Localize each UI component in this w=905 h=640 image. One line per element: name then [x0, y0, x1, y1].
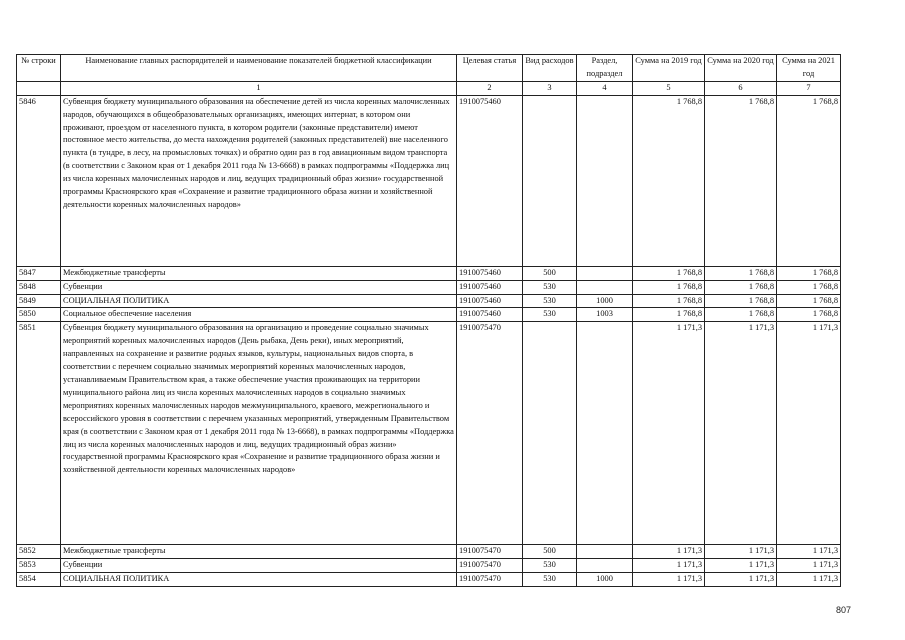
cell-name: Межбюджетные трансферты	[61, 266, 457, 280]
cell-name: Субвенции	[61, 280, 457, 294]
cell-no: 5849	[17, 294, 61, 308]
cell-expense: 530	[523, 308, 577, 322]
column-number: 6	[705, 81, 777, 95]
cell-s2020: 1 171,3	[705, 322, 777, 545]
cell-no: 5852	[17, 545, 61, 559]
table-row	[17, 322, 841, 545]
cell-name: Межбюджетные трансферты	[61, 545, 457, 559]
cell-section	[577, 95, 633, 266]
cell-section	[577, 322, 633, 545]
cell-name: СОЦИАЛЬНАЯ ПОЛИТИКА	[61, 294, 457, 308]
column-number: 3	[523, 81, 577, 95]
cell-name: Субвенции	[61, 559, 457, 573]
cell-section	[577, 559, 633, 573]
cell-target: 1910075470	[457, 322, 523, 545]
cell-s2020: 1 171,3	[705, 545, 777, 559]
header-name: Наименование главных распорядителей и наименование показателей бюджетной классификации	[61, 55, 457, 82]
cell-name: Социальное обеспечение населения	[61, 308, 457, 322]
cell-s2021: 1 768,8	[777, 308, 841, 322]
cell-target: 1910075460	[457, 280, 523, 294]
cell-expense	[523, 95, 577, 266]
page-number: 807	[836, 605, 852, 615]
column-number: 7	[777, 81, 841, 95]
cell-target: 1910075460	[457, 266, 523, 280]
header-expense-type: Вид расходов	[523, 55, 577, 82]
cell-section: 1000	[577, 294, 633, 308]
cell-no: 5853	[17, 559, 61, 573]
header-sum-2020: Сумма на 2020 год	[705, 55, 777, 82]
cell-s2020: 1 171,3	[705, 559, 777, 573]
cell-target: 1910075460	[457, 95, 523, 266]
cell-s2021: 1 768,8	[777, 95, 841, 266]
cell-no: 5847	[17, 266, 61, 280]
header-row	[17, 55, 841, 82]
cell-s2019: 1 171,3	[633, 322, 705, 545]
cell-target: 1910075460	[457, 294, 523, 308]
cell-expense: 500	[523, 545, 577, 559]
cell-expense: 530	[523, 573, 577, 587]
cell-s2021: 1 768,8	[777, 294, 841, 308]
cell-name: СОЦИАЛЬНАЯ ПОЛИТИКА	[61, 573, 457, 587]
cell-s2019: 1 768,8	[633, 308, 705, 322]
cell-section: 1003	[577, 308, 633, 322]
column-number-row	[17, 81, 841, 95]
cell-expense: 530	[523, 280, 577, 294]
cell-no: 5854	[17, 573, 61, 587]
cell-no: 5851	[17, 322, 61, 545]
cell-s2020: 1 768,8	[705, 266, 777, 280]
cell-s2021: 1 768,8	[777, 266, 841, 280]
cell-expense: 530	[523, 559, 577, 573]
table-row	[17, 573, 841, 587]
cell-section	[577, 545, 633, 559]
header-target: Целевая статья	[457, 55, 523, 82]
cell-expense: 530	[523, 294, 577, 308]
cell-s2019: 1 768,8	[633, 266, 705, 280]
cell-s2021: 1 768,8	[777, 280, 841, 294]
table-row	[17, 294, 841, 308]
table-row	[17, 559, 841, 573]
cell-s2020: 1 768,8	[705, 308, 777, 322]
budget-table	[16, 54, 841, 587]
cell-s2021: 1 171,3	[777, 545, 841, 559]
cell-target: 1910075470	[457, 545, 523, 559]
cell-s2019: 1 171,3	[633, 559, 705, 573]
table-row	[17, 308, 841, 322]
cell-target: 1910075470	[457, 573, 523, 587]
cell-section	[577, 280, 633, 294]
cell-target: 1910075470	[457, 559, 523, 573]
cell-section: 1000	[577, 573, 633, 587]
cell-s2019: 1 171,3	[633, 573, 705, 587]
column-number: 1	[61, 81, 457, 95]
cell-no: 5846	[17, 95, 61, 266]
cell-s2021: 1 171,3	[777, 559, 841, 573]
header-sum-2019: Сумма на 2019 год	[633, 55, 705, 82]
cell-s2019: 1 768,8	[633, 280, 705, 294]
column-number: 4	[577, 81, 633, 95]
cell-section	[577, 266, 633, 280]
cell-s2020: 1 768,8	[705, 280, 777, 294]
header-sum-2021: Сумма на 2021 год	[777, 55, 841, 82]
header-row-no: № строки	[17, 55, 61, 82]
column-number: 2	[457, 81, 523, 95]
cell-s2020: 1 171,3	[705, 573, 777, 587]
cell-no: 5850	[17, 308, 61, 322]
cell-target: 1910075460	[457, 308, 523, 322]
cell-name: Субвенция бюджету муниципального образования на обеспечение детей из числа коренных малочисленных народов, обучающихся в общеобразовательных организациях, имеющих интернат, в котором они проживают, проездом от населенного пункта, в котором родители (законные представители) имеют постоянное место жительства, до места нахождения родителей (законных представителей) вне населенного пункта (в тундре, в лесу, на промысловых точках) и обратно один раз в год авиационным видом транспорта (в соответствии с Законом края от 1 декабря 2011 года № 13-6668) в рамках подпрограммы «Поддержка лиц из числа коренных малочисленных народов и лиц, ведущих традиционный образ жизни» государственной программы Красноярского края «Сохранение и развитие традиционного образа жизни и хозяйственной деятельности коренных малочисленных народов»	[61, 95, 457, 266]
cell-s2020: 1 768,8	[705, 294, 777, 308]
cell-s2020: 1 768,8	[705, 95, 777, 266]
column-number	[17, 81, 61, 95]
cell-s2021: 1 171,3	[777, 322, 841, 545]
cell-s2021: 1 171,3	[777, 573, 841, 587]
cell-s2019: 1 768,8	[633, 294, 705, 308]
table-row	[17, 266, 841, 280]
cell-no: 5848	[17, 280, 61, 294]
cell-expense	[523, 322, 577, 545]
cell-s2019: 1 171,3	[633, 545, 705, 559]
column-number: 5	[633, 81, 705, 95]
cell-expense: 500	[523, 266, 577, 280]
cell-name: Субвенция бюджету муниципального образования на организацию и проведение социально значимых мероприятий коренных малочисленных народов (День рыбака, День реки), иных мероприятий, направленных на сохранение и развитие родных языков, культуры, национальных видов спорта, в соответствии с перечнем социально значимых мероприятий коренных малочисленных народов, устанавливаемым Правительством края, а также обеспечение участия проживающих на территории муниципального района лиц из числа коренных малочисленных народов в социально значимых мероприятиях коренных малочисленных народов межмуниципального, краевого, межрегионального и всероссийского уровня в соответствии с перечнем указанных мероприятий, утвержденным Правительством края (в соответствии с Законом края от 1 декабря 2011 года № 13-6668), в рамках подпрограммы «Поддержка лиц из числа коренных малочисленных народов и лиц, ведущих традиционный образ жизни» государственной программы Красноярского края «Сохранение и развитие традиционного образа жизни и хозяйственной деятельности коренных малочисленных народов»	[61, 322, 457, 545]
header-section: Раздел, подраздел	[577, 55, 633, 82]
cell-s2019: 1 768,8	[633, 95, 705, 266]
table-row	[17, 280, 841, 294]
table-row	[17, 545, 841, 559]
table-row	[17, 95, 841, 266]
